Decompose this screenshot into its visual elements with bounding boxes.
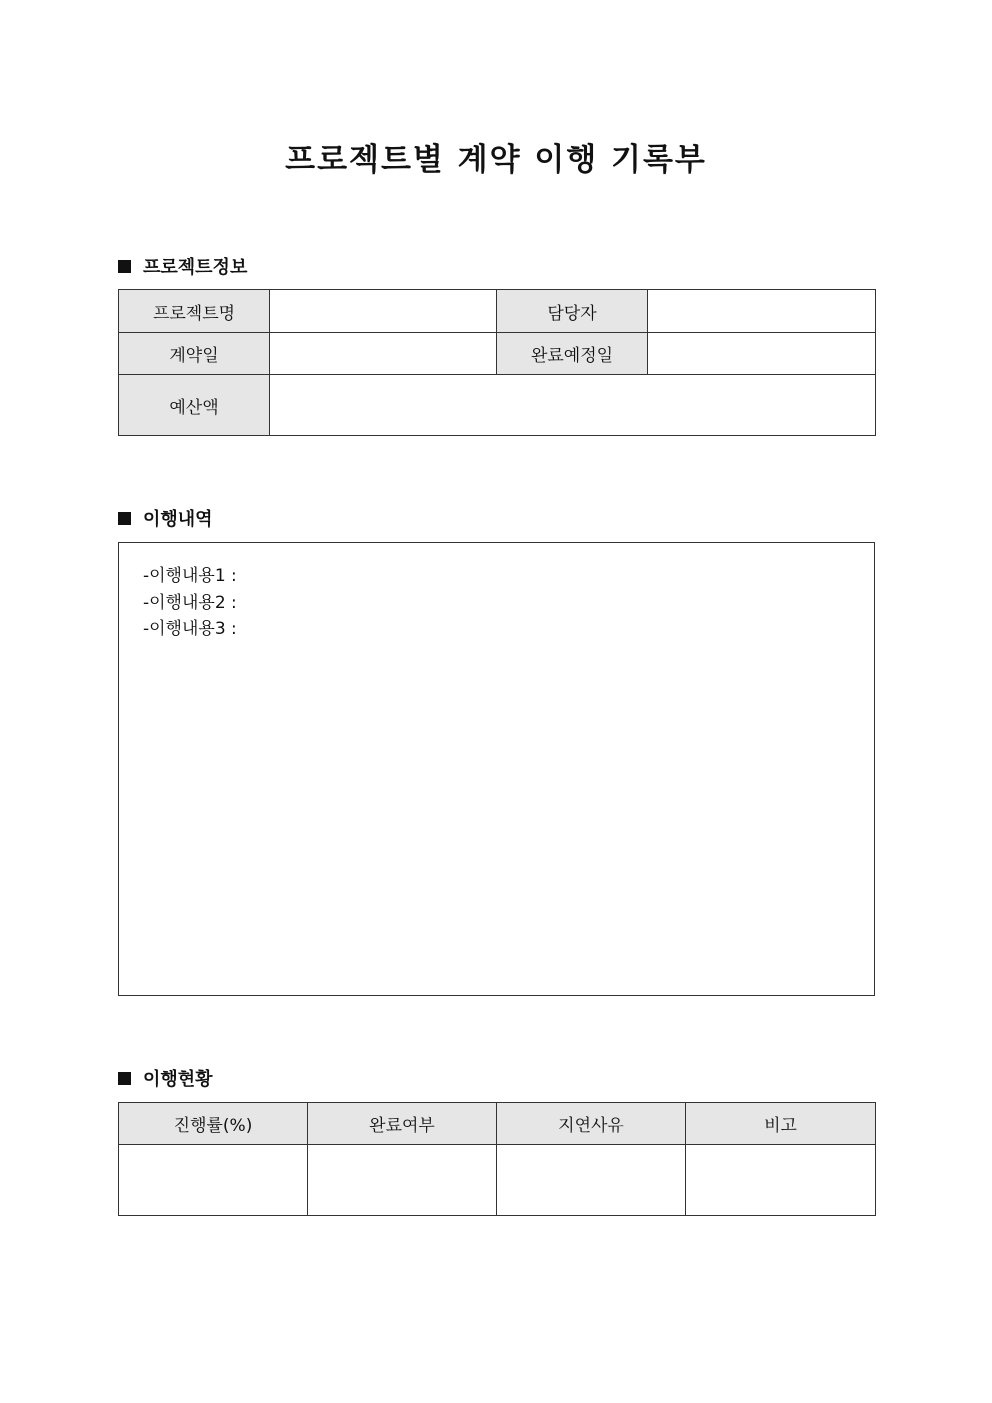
section-heading-project-info bbox=[118, 253, 247, 279]
budget-field[interactable] bbox=[270, 375, 876, 436]
project-name-field[interactable] bbox=[270, 290, 497, 333]
delay-reason-field[interactable] bbox=[497, 1145, 686, 1216]
contract-date-label: 계약일 bbox=[119, 333, 270, 375]
column-header-delay-reason: 지연사유 bbox=[497, 1103, 686, 1145]
square-bullet-icon bbox=[118, 260, 131, 273]
performance-details-box[interactable] bbox=[118, 542, 875, 996]
performance-status-table bbox=[118, 1102, 876, 1216]
section-heading-label: 이행현황 bbox=[143, 1069, 213, 1090]
table-header-row bbox=[119, 1103, 876, 1145]
section-heading-performance-status bbox=[118, 1065, 213, 1091]
table-row bbox=[119, 375, 876, 436]
column-header-remarks: 비고 bbox=[686, 1103, 876, 1145]
list-item: -이행내용1 : bbox=[143, 566, 237, 586]
project-name-label: 프로젝트명 bbox=[119, 290, 270, 333]
column-header-completion: 완료여부 bbox=[308, 1103, 497, 1145]
contract-date-field[interactable] bbox=[270, 333, 497, 375]
section-heading-label: 이행내역 bbox=[143, 509, 213, 530]
table-row bbox=[119, 1145, 876, 1216]
performance-details-list bbox=[119, 543, 874, 643]
budget-label: 예산액 bbox=[119, 375, 270, 436]
manager-label: 담당자 bbox=[497, 290, 648, 333]
completion-field[interactable] bbox=[308, 1145, 497, 1216]
list-item: -이행내용3 : bbox=[143, 619, 237, 639]
section-heading-performance-details bbox=[118, 505, 213, 531]
progress-field[interactable] bbox=[119, 1145, 308, 1216]
table-row bbox=[119, 290, 876, 333]
expected-completion-field[interactable] bbox=[648, 333, 876, 375]
square-bullet-icon bbox=[118, 1072, 131, 1085]
remarks-field[interactable] bbox=[686, 1145, 876, 1216]
manager-field[interactable] bbox=[648, 290, 876, 333]
table-row bbox=[119, 333, 876, 375]
project-info-table bbox=[118, 289, 876, 436]
page-title: 프로젝트별 계약 이행 기록부 bbox=[285, 142, 707, 178]
column-header-progress: 진행률(%) bbox=[119, 1103, 308, 1145]
section-heading-label: 프로젝트정보 bbox=[143, 257, 248, 278]
list-item: -이행내용2 : bbox=[143, 592, 237, 613]
square-bullet-icon bbox=[118, 512, 131, 525]
expected-completion-label: 완료예정일 bbox=[497, 333, 648, 375]
